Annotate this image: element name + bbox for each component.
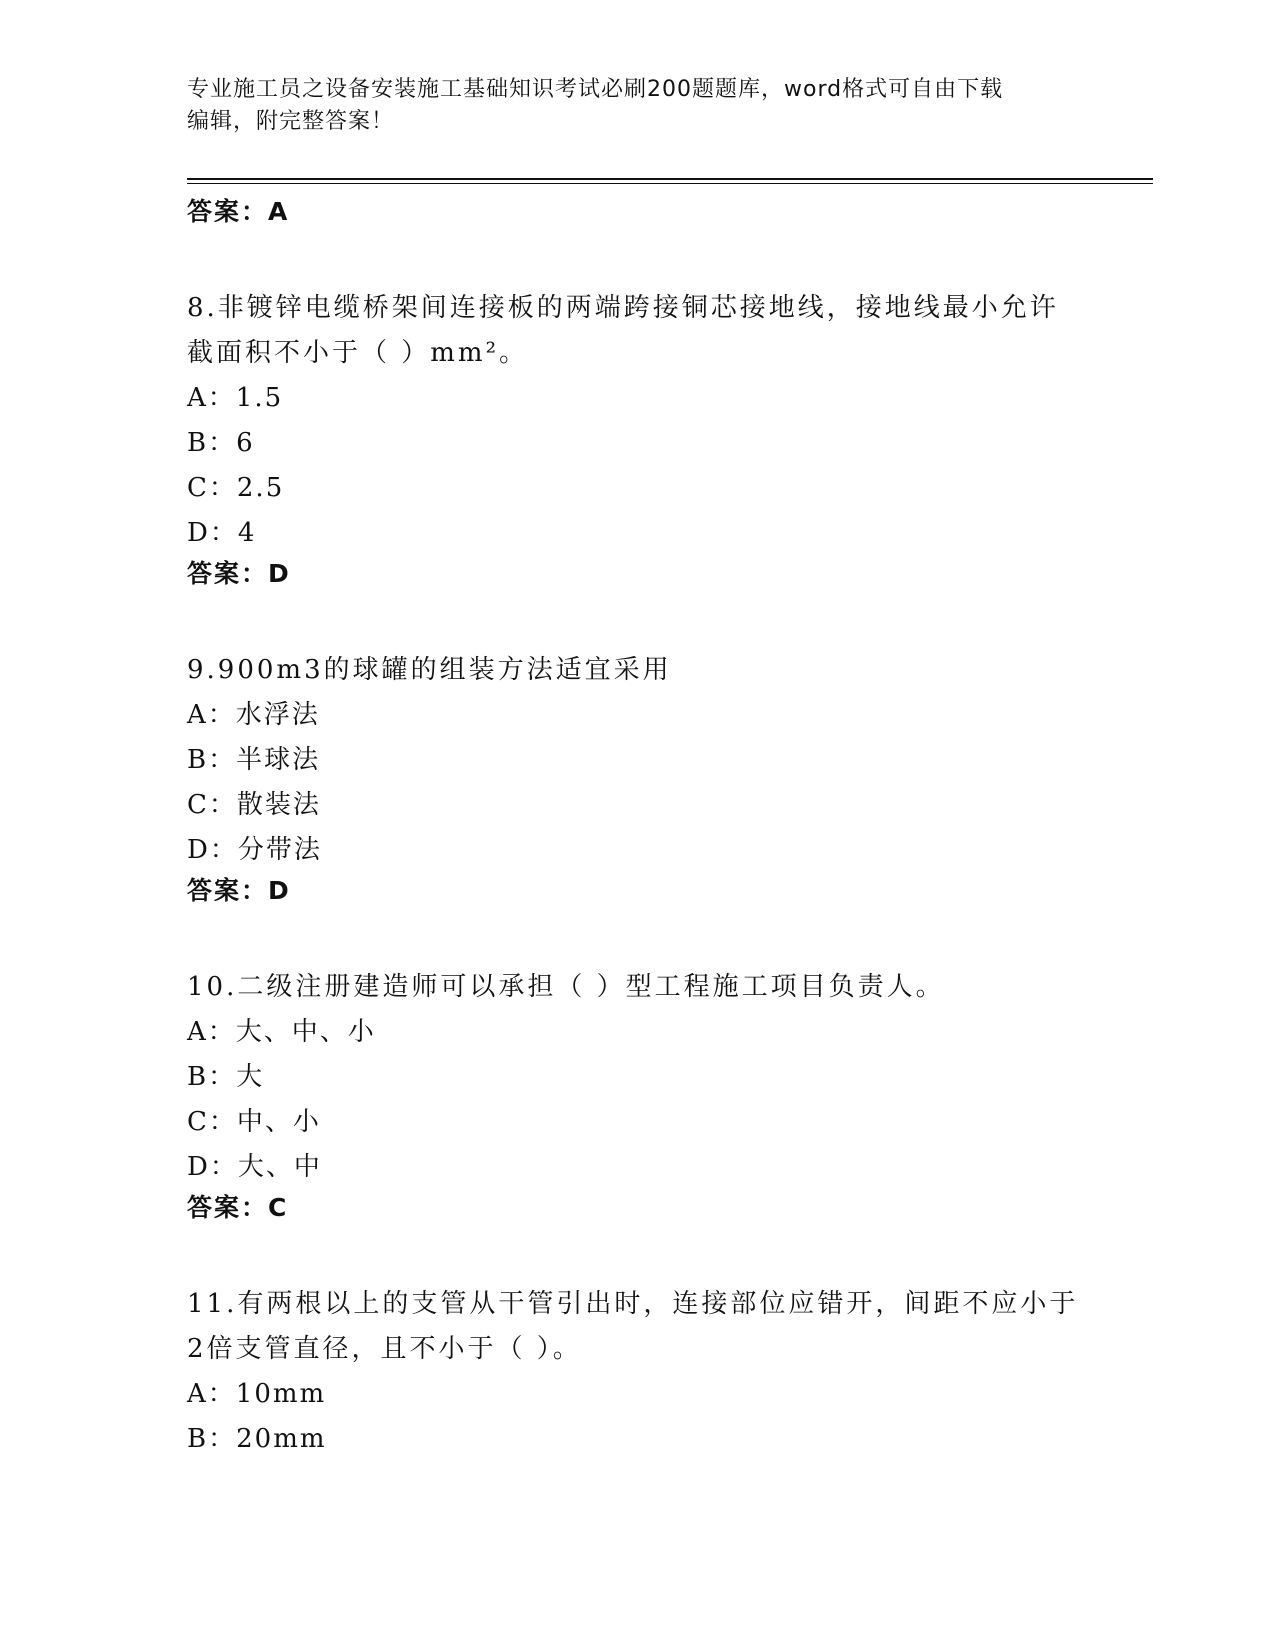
question-stem: 8.非镀锌电缆桥架间连接板的两端跨接铜芯接地线，接地线最小允许截面积不小于（ ）mm²。 xyxy=(187,293,1059,368)
previous-answer: 答案：A xyxy=(187,197,290,226)
header-line-1: 专业施工员之设备安装施工基础知识考试必刷200题题库，word格式可自由下载 xyxy=(187,77,1004,102)
option-c: C：中、小 xyxy=(187,1107,321,1137)
question-11 xyxy=(187,1282,1087,1462)
option-b: B：20mm xyxy=(187,1424,327,1454)
option-a: A：水浮法 xyxy=(187,700,320,730)
header-line-2: 编辑，附完整答案！ xyxy=(187,109,395,134)
question-10 xyxy=(187,965,1087,1236)
option-a: A：10mm xyxy=(187,1379,327,1409)
option-b: B：半球法 xyxy=(187,745,321,775)
question-stem: 11.有两根以上的支管从干管引出时，连接部位应错开，间距不应小于2倍支管直径，且不小于（ ）。 xyxy=(187,1289,1079,1364)
option-a: A：1.5 xyxy=(187,383,284,413)
question-8 xyxy=(187,286,1087,602)
option-d: D：分带法 xyxy=(187,835,322,865)
answer-key: 答案：D xyxy=(187,559,291,588)
option-b: B：大 xyxy=(187,1062,265,1092)
option-c: C：散装法 xyxy=(187,790,321,820)
option-a: A：大、中、小 xyxy=(187,1017,376,1047)
header-divider-thick xyxy=(187,178,1153,180)
question-list xyxy=(187,194,1087,1462)
option-c: C：2.5 xyxy=(187,473,285,503)
answer-key: 答案：C xyxy=(187,1193,289,1222)
question-9 xyxy=(187,648,1087,919)
answer-key: 答案：D xyxy=(187,876,291,905)
document-header xyxy=(187,74,1087,138)
question-stem: 9.900m3的球罐的组装方法适宜采用 xyxy=(187,655,672,685)
option-d: D：4 xyxy=(187,518,257,548)
option-b: B：6 xyxy=(187,428,255,458)
header-divider-thin xyxy=(187,183,1153,184)
option-d: D：大、中 xyxy=(187,1152,322,1182)
question-stem: 10.二级注册建造师可以承担（ ）型工程施工项目负责人。 xyxy=(187,972,945,1002)
